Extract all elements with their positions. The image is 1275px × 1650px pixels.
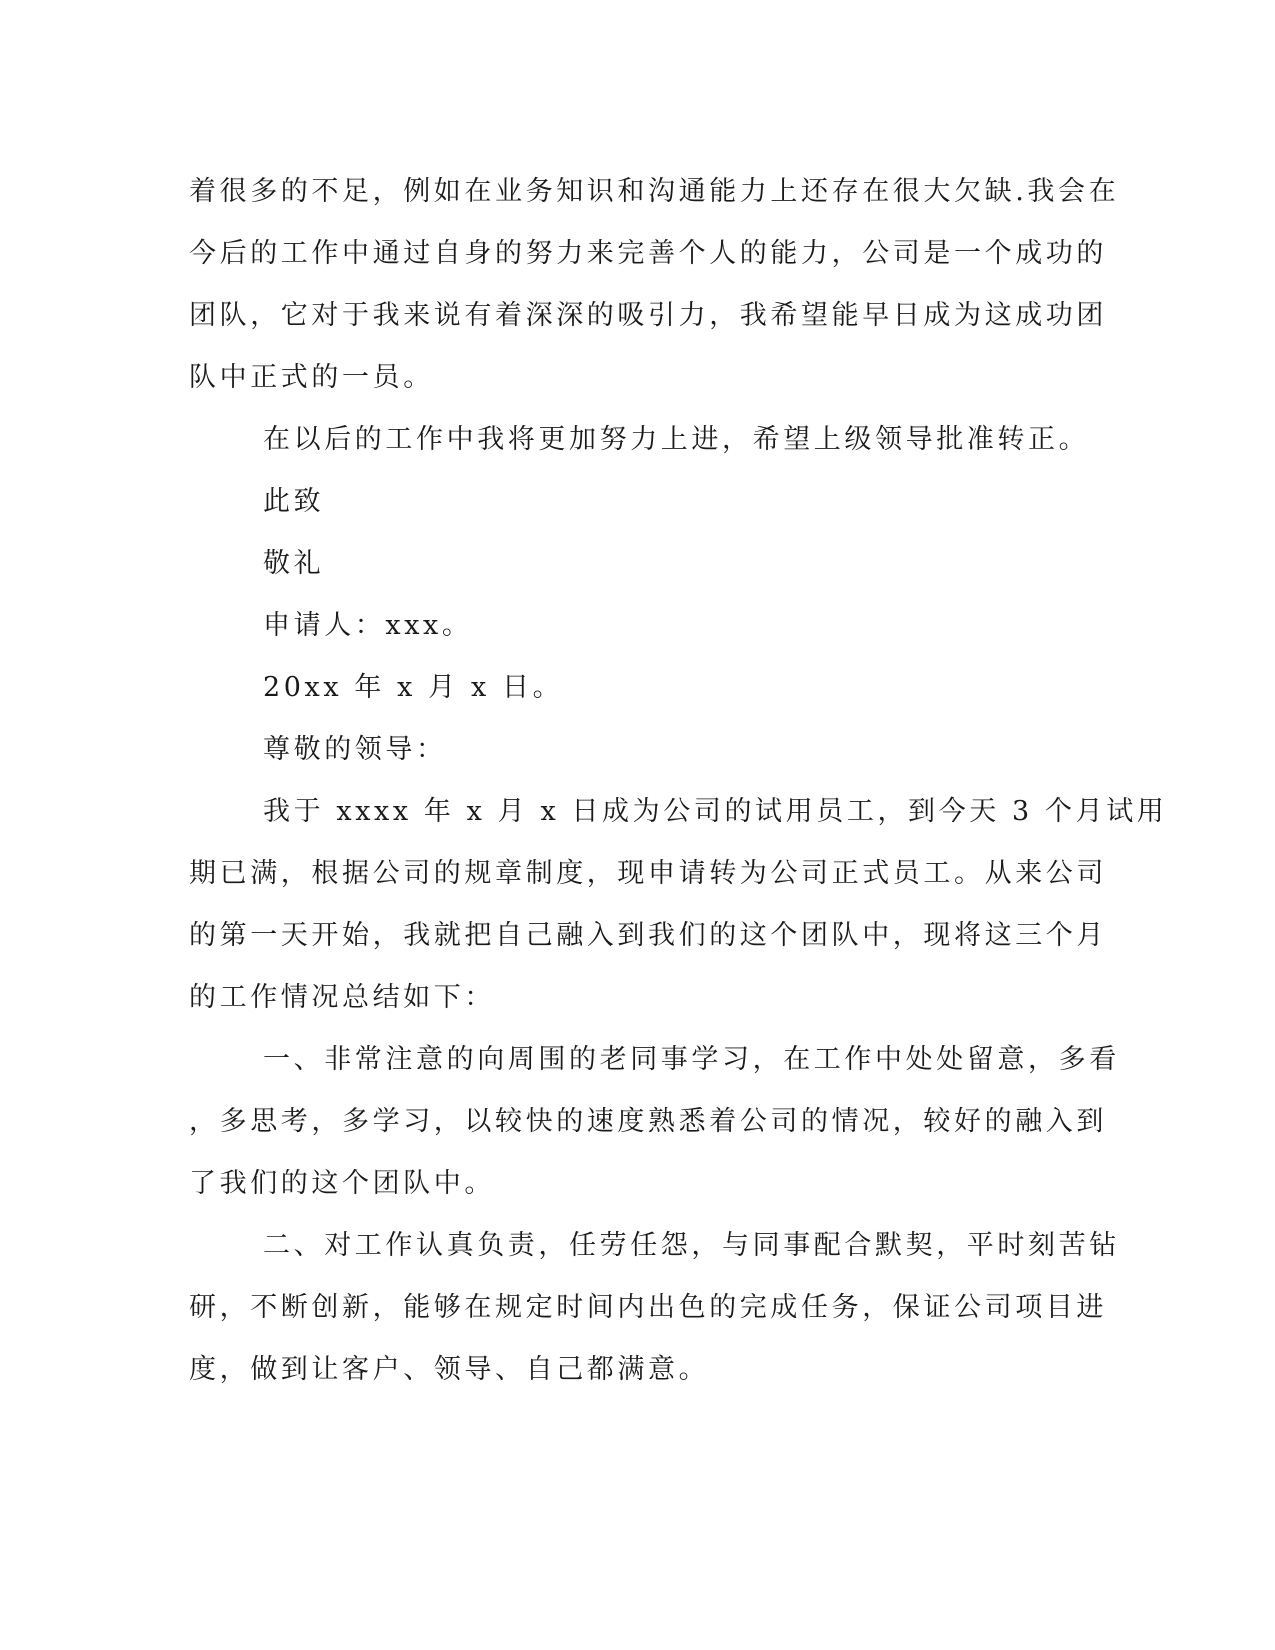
document-line: 研，不断创新，能够在规定时间内出色的完成任务，保证公司项目进 — [189, 1292, 1107, 1323]
document-line: 队中正式的一员。 — [189, 362, 434, 393]
document-line: 着很多的不足，例如在业务知识和沟通能力上还存在很大欠缺.我会在 — [189, 176, 1120, 207]
document-line: 今后的工作中通过自身的努力来完善个人的能力，公司是一个成功的 — [189, 238, 1107, 269]
document-line: 的工作情况总结如下： — [189, 982, 495, 1013]
document-line: 我于 xxxx 年 x 月 x 日成为公司的试用员工，到今天 3 个月试用 — [263, 796, 1168, 827]
document-line: 团队，它对于我来说有着深深的吸引力，我希望能早日成为这成功团 — [189, 300, 1107, 331]
document-body — [189, 161, 1168, 1401]
document-line: 一、非常注意的向周围的老同事学习，在工作中处处留意，多看 — [263, 1044, 1120, 1075]
document-line: 二、对工作认真负责，任劳任怨，与同事配合默契，平时刻苦钻 — [263, 1230, 1120, 1261]
document-line: 在以后的工作中我将更加努力上进，希望上级领导批准转正。 — [263, 424, 1090, 455]
document-line: 期已满，根据公司的规章制度，现申请转为公司正式员工。从来公司 — [189, 858, 1107, 889]
document-line: 了我们的这个团队中。 — [189, 1168, 495, 1199]
document-line: 敬礼 — [263, 548, 325, 579]
document-line: 此致 — [263, 486, 325, 517]
document-line: 的第一天开始，我就把自己融入到我们的这个团队中，现将这三个月 — [189, 920, 1107, 951]
document-line: 度，做到让客户、领导、自己都满意。 — [189, 1354, 710, 1385]
document-line: ，多思考，多学习，以较快的速度熟悉着公司的情况，较好的融入到 — [189, 1106, 1107, 1137]
document-line: 20xx 年 x 月 x 日。 — [263, 672, 564, 703]
document-line: 申请人：xxx。 — [263, 610, 473, 641]
document-line: 尊敬的领导： — [263, 734, 447, 765]
